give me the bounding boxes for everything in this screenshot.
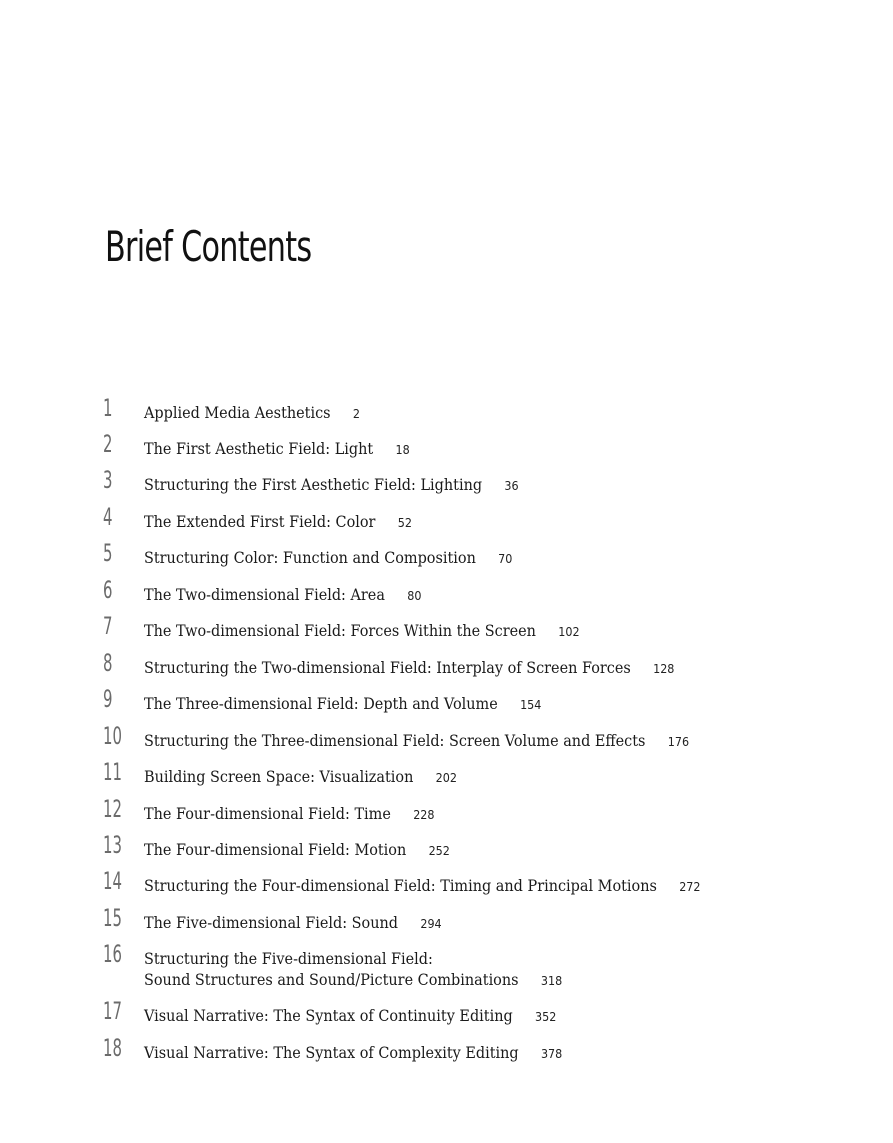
page-title: Brief Contents [105, 222, 312, 271]
chapter-number: 18 [103, 1034, 122, 1062]
chapter-number: 6 [103, 576, 113, 604]
toc-entry [0, 576, 893, 615]
chapter-title-line: Structuring the First Aesthetic Field: Lighting [144, 476, 483, 494]
chapter-title-line: The Two-dimensional Field: Area [144, 586, 385, 604]
chapter-title [144, 1043, 562, 1065]
toc-entry [0, 867, 893, 906]
chapter-number: 8 [103, 649, 113, 677]
chapter-number: 16 [103, 940, 122, 968]
chapter-title-line: The Two-dimensional Field: Forces Within the Screen [144, 622, 536, 640]
chapter-title [144, 913, 442, 935]
page-number: 80 [407, 589, 422, 603]
chapter-number: 7 [103, 612, 113, 640]
toc-entry [0, 649, 893, 688]
page-number: 18 [395, 443, 410, 457]
chapter-title [144, 512, 412, 534]
chapter-title-line: The Four-dimensional Field: Motion [144, 841, 407, 859]
chapter-number: 2 [103, 430, 113, 458]
page-number: 154 [520, 698, 542, 712]
page-number: 36 [504, 479, 519, 493]
chapter-title-line: Sound Structures and Sound/Picture Combinations [144, 971, 519, 989]
toc-entry [0, 831, 893, 870]
page-number: 318 [540, 974, 563, 988]
chapter-number: 17 [103, 997, 122, 1025]
toc-entry [0, 685, 893, 724]
chapter-title [144, 694, 541, 716]
page-number: 2 [352, 407, 360, 421]
chapter-title-line: The Five-dimensional Field: Sound [144, 914, 399, 932]
page-number: 228 [413, 808, 435, 822]
chapter-title [144, 731, 689, 753]
chapter-title-line: Structuring the Three-dimensional Field: Screen Volume and Effects [144, 732, 646, 750]
chapter-title [144, 949, 562, 992]
chapter-title [144, 1006, 556, 1028]
chapter-title [144, 621, 580, 643]
chapter-title-line: Structuring the Five-dimensional Field: [144, 950, 433, 968]
chapter-title [144, 658, 674, 680]
chapter-title-line: Visual Narrative: The Syntax of Continuity Editing [144, 1007, 513, 1025]
chapter-number: 11 [103, 758, 122, 786]
chapter-title-line: Structuring the Four-dimensional Field: Timing and Principal Motions [144, 877, 657, 895]
toc-entry [0, 394, 893, 433]
page-number: 128 [653, 662, 675, 676]
page-number: 176 [667, 735, 690, 749]
page-number: 252 [428, 844, 450, 858]
chapter-title-line: Structuring Color: Function and Composition [144, 549, 476, 567]
toc-entry [0, 430, 893, 469]
chapter-number: 12 [103, 795, 122, 823]
chapter-number: 15 [103, 904, 122, 932]
chapter-title-line: Applied Media Aesthetics [144, 404, 331, 422]
toc-entry [0, 997, 893, 1036]
toc-entry [0, 795, 893, 834]
page-number: 70 [498, 552, 513, 566]
chapter-number: 3 [103, 466, 113, 494]
page-number: 102 [558, 625, 580, 639]
chapter-number: 13 [103, 831, 122, 859]
chapter-number: 4 [103, 503, 113, 531]
toc-entry [0, 503, 893, 542]
page-number: 378 [540, 1047, 563, 1061]
chapter-title-line: The First Aesthetic Field: Light [144, 440, 374, 458]
chapter-title [144, 439, 410, 461]
chapter-title-line: The Three-dimensional Field: Depth and Volume [144, 695, 498, 713]
toc-entry [0, 940, 893, 1001]
toc-entry [0, 758, 893, 797]
toc-entry [0, 722, 893, 761]
toc-entry [0, 466, 893, 505]
chapter-title [144, 804, 434, 826]
page-number: 52 [397, 516, 412, 530]
chapter-number: 14 [103, 867, 122, 895]
toc-entry [0, 904, 893, 943]
chapter-title-line: Visual Narrative: The Syntax of Complexity Editing [144, 1044, 519, 1062]
chapter-title [144, 585, 421, 607]
chapter-title [144, 475, 519, 497]
chapter-title [144, 840, 450, 862]
chapter-title [144, 403, 360, 425]
chapter-title [144, 876, 701, 898]
toc-entry [0, 539, 893, 578]
page-number: 352 [535, 1010, 557, 1024]
chapter-title [144, 548, 512, 570]
page-number: 202 [435, 771, 457, 785]
page-number: 272 [679, 880, 701, 894]
chapter-title-line: The Extended First Field: Color [144, 513, 376, 531]
chapter-number: 9 [103, 685, 113, 713]
toc-entry [0, 612, 893, 651]
chapter-title [144, 767, 457, 789]
chapter-number: 10 [103, 722, 122, 750]
page-number: 294 [420, 917, 442, 931]
chapter-title-line: Structuring the Two-dimensional Field: Interplay of Screen Forces [144, 659, 631, 677]
chapter-number: 5 [103, 539, 113, 567]
chapter-number: 1 [103, 394, 113, 422]
chapter-title-line: Building Screen Space: Visualization [144, 768, 414, 786]
chapter-title-line: The Four-dimensional Field: Time [144, 805, 391, 823]
toc-entry [0, 1034, 893, 1073]
